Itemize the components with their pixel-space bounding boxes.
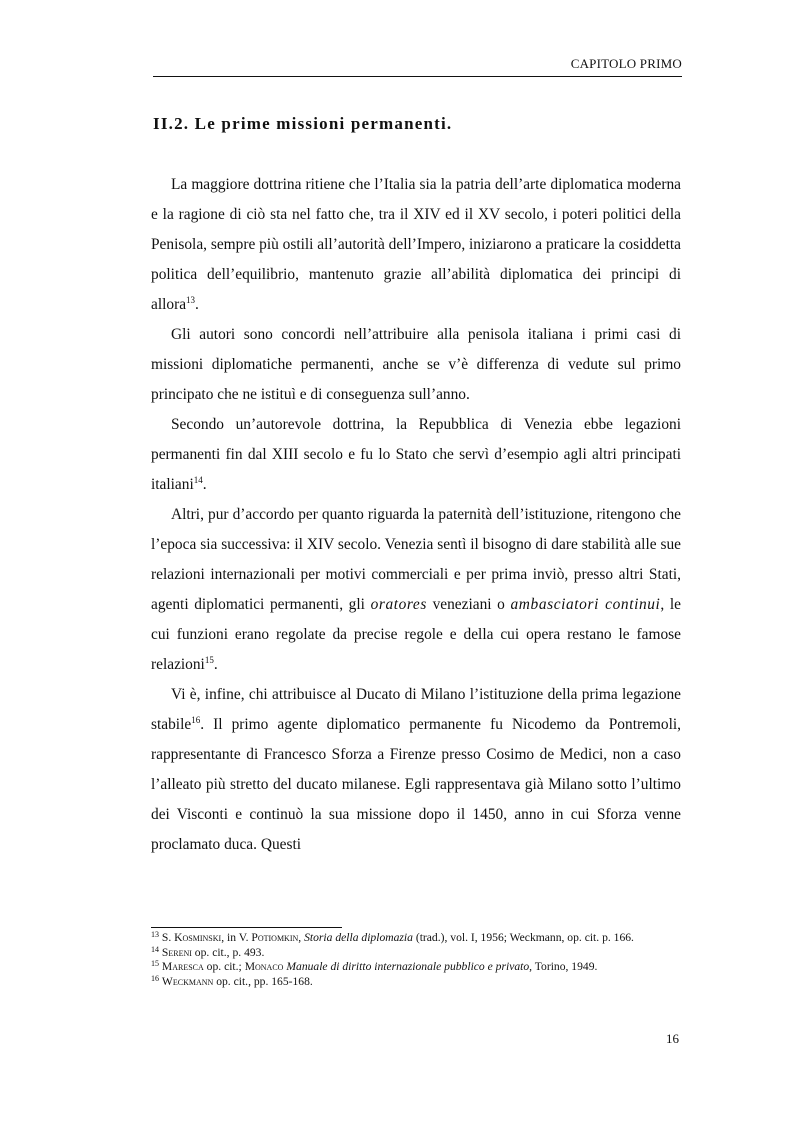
paragraph-5: Vi è, infine, chi attribuisce al Ducato di Milano l’istituzione della prima legazione stabile$^{16}$. Il primo agente diplomatico permanente fu Nicodemo da Pontremoli, rappresentante di Francesco Sforza a Firenze presso Cosimo de Medici, non a caso l’alleato più stretto del ducato milanese. Egli rappresentava già Milano sotto l’ultimo dei Visconti e continuò la sua missione dopo il 1450, anno in cui Sforza venne proclamato duca. Questi [151,686,681,853]
paragraph-2: Gli autori sono concordi nell’attribuire alla penisola italiana i primi casi di missioni diplomatiche permanenti, anche se v’è differenza di vedute sul primo principato che ne istituì e di conseguenza sull’anno. [151,326,681,403]
footnote-ref-13[interactable]: 13 [186,295,196,305]
footnote-16: $^{16}$ Weckmann op. cit., pp. 165-168. [151,973,313,988]
footnote-ref-14[interactable]: 14 [193,475,203,485]
term-ambasciatori-continui: ambasciatori continui [510,596,661,613]
footnote-rule [151,927,342,928]
footnote-13: $^{13}$ S. Kosminski, in V. Potiomkin, Storia della diplomazia (trad.), vol. I, 1956; Weckmann, op. cit. p. 166. [151,930,634,944]
footnote-ref-15[interactable]: 15 [204,655,214,665]
running-head: CAPITOLO PRIMO [570,56,682,71]
paragraph-4: Altri, pur d’accordo per quanto riguarda la paternità dell’istituzione, ritengono che l’epoca sia successiva: il XIV secolo. Venezia sentì il bisogno di dare stabilità alle sue relazioni internazionali per motivi commerciali e per prima inviò, presso altri Stati, agenti diplomatici permanenti, gli oratores veneziani o ambasciatori continui, le cui funzioni erano regolate da precise regole e della cui opera restano le famose relazioni$^{15}$. [151,506,682,673]
page-number: 16 [666,1031,679,1046]
footnote-15: $^{15}$ Maresca op. cit.; Monaco Manuale di diritto internazionale pubblico e privato, Torino, 1949. [151,959,598,973]
term-oratores: oratores [370,596,427,613]
header-rule [153,76,682,77]
paragraph-1: La maggiore dottrina ritiene che l’Italia sia la patria dell’arte diplomatica moderna e la ragione di ciò sta nel fatto che, tra il XIV ed il XV secolo, i poteri politici della Penisola, sempre più ostili all’autorità dell’Impero, iniziarono a praticare la cosiddetta politica dell’equilibrio, mantenuto grazie all’abilità diplomatica dei principi di allora$^{13}$. [151,176,681,313]
footnotes [151,931,686,989]
paragraph-3: Secondo un’autorevole dottrina, la Repubblica di Venezia ebbe legazioni permanenti fin dal XIII secolo e fu lo Stato che servì d’esempio agli altri principati italiani$^{14}$. [151,416,681,493]
section-title: II.2. Le prime missioni permanenti. [153,114,453,133]
body-text [151,170,681,860]
footnote-ref-16[interactable]: 16 [191,715,201,725]
footnote-14: $^{14}$ Sereni op. cit., p. 493. [151,944,265,959]
